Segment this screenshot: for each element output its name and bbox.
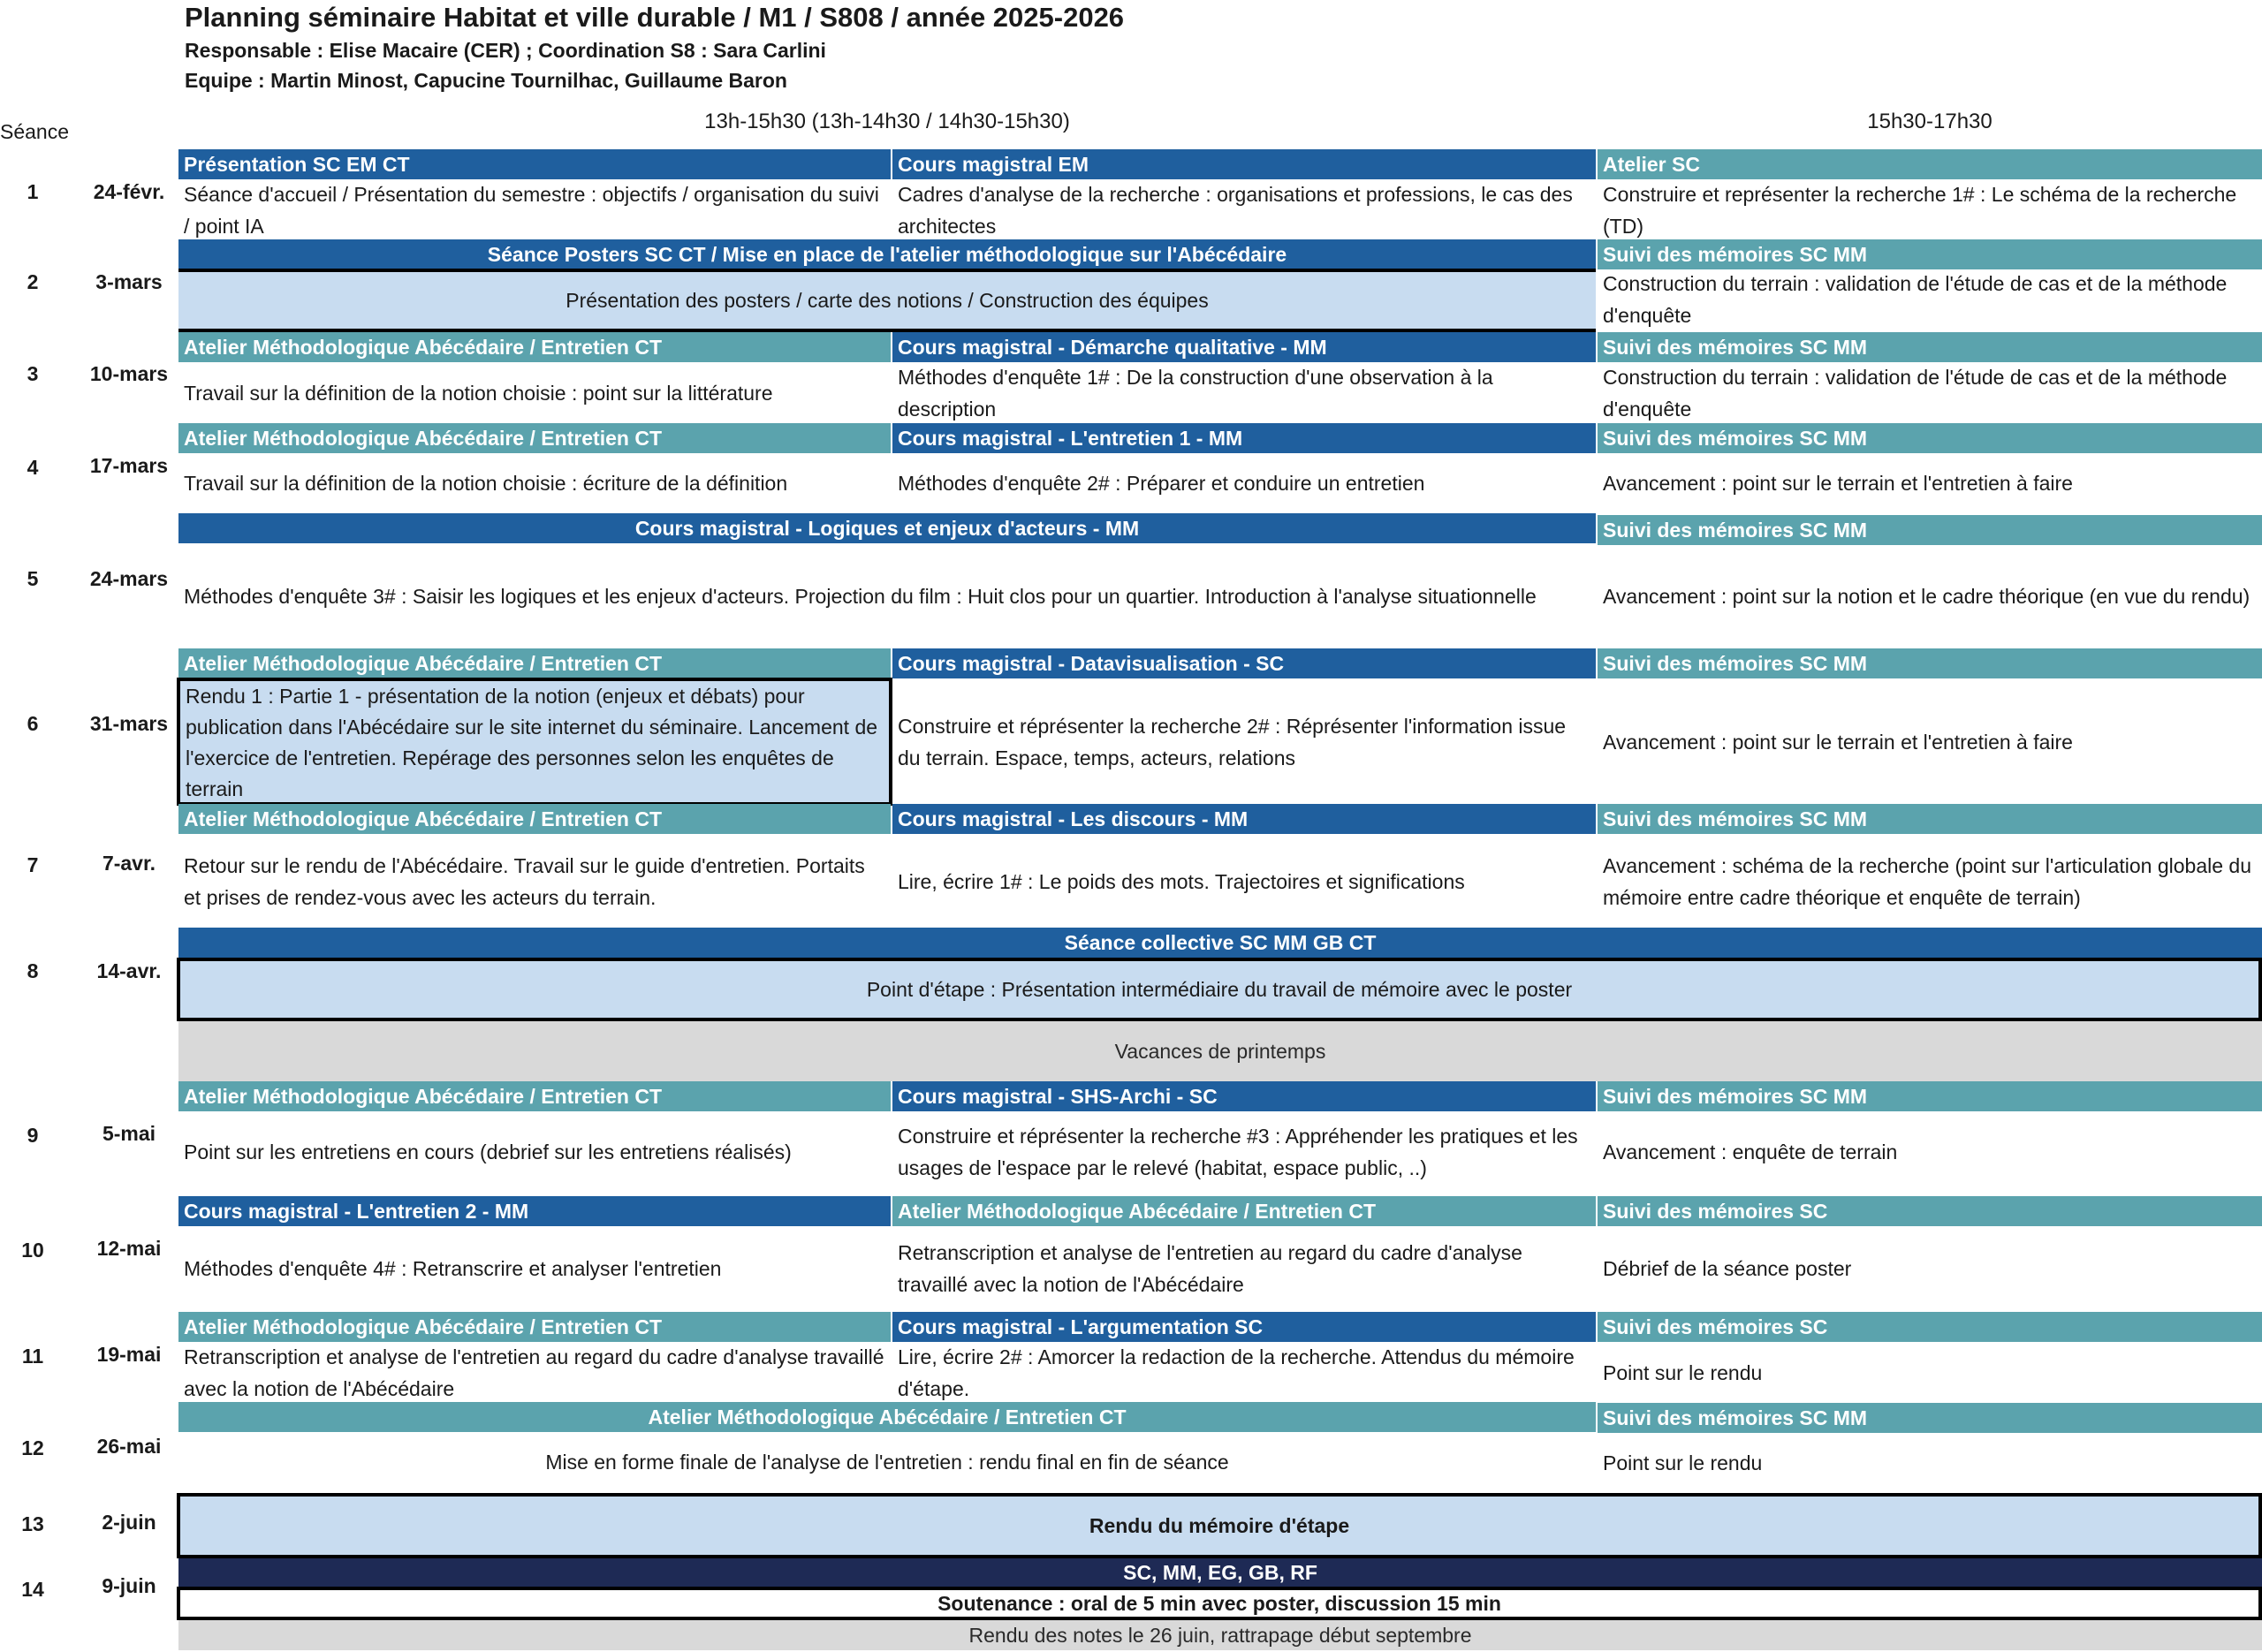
seance-number: 10 xyxy=(21,1239,44,1262)
session-content: Avancement : point sur le terrain et l'entretien à faire xyxy=(1603,730,2073,754)
seance-date: 10-mars xyxy=(89,362,169,385)
soutenance-banner: Soutenance : oral de 5 min avec poster, discussion 15 min xyxy=(177,1587,2262,1620)
session-header: Séance Posters SC CT / Mise en place de l'atelier méthodologique sur l'Abécédaire xyxy=(178,239,1596,269)
seance-number: 2 xyxy=(27,270,39,293)
seance-date: 12-mai xyxy=(96,1237,162,1260)
session-content: Point sur le rendu xyxy=(1603,1451,1763,1474)
seance-number: 4 xyxy=(27,456,39,479)
session-header: Cours magistral - L'entretien 2 - MM xyxy=(178,1196,891,1226)
session-content: Construire et représenter la recherche 1# : Le schéma de la recherche (TD) xyxy=(1603,183,2237,238)
notes-footer: Rendu des notes le 26 juin, rattrapage début septembre xyxy=(178,1620,2262,1650)
session-header: Présentation SC EM CT xyxy=(178,149,891,179)
session-content: Point sur le rendu xyxy=(1603,1361,1763,1384)
session-header: Atelier SC xyxy=(1598,149,2262,179)
seance-date: 19-mai xyxy=(96,1343,162,1366)
session-content: Méthodes d'enquête 4# : Retranscrire et analyser l'entretien xyxy=(184,1257,722,1280)
session-content: Mise en forme finale de l'analyse de l'entretien : rendu final en fin de séance xyxy=(545,1451,1229,1474)
seance-date: 26-mai xyxy=(96,1435,162,1458)
session-content: Construire et réprésenter la recherche 2# : Réprésenter l'information issue du terrain. Espace, temps, acteurs, relations xyxy=(898,714,1567,769)
seance-column-header: Séance xyxy=(0,120,70,143)
seance-date: 3-mars xyxy=(95,270,163,293)
session-header: Suivi des mémoires SC MM xyxy=(1598,804,2262,834)
seance-date: 17-mars xyxy=(89,454,169,477)
seance-number: 13 xyxy=(21,1512,44,1535)
vacances-banner: Vacances de printemps xyxy=(178,1021,2262,1081)
seance-number: 5 xyxy=(27,567,39,590)
seance-number: 7 xyxy=(27,853,39,876)
jury-header: SC, MM, EG, GB, RF xyxy=(178,1558,2262,1587)
session-header: Cours magistral - SHS-Archi - SC xyxy=(892,1081,1596,1111)
session-content: Lire, écrire 1# : Le poids des mots. Trajectoires et significations xyxy=(898,870,1465,893)
session-header: Atelier Méthodologique Abécédaire / Entretien CT xyxy=(178,648,891,678)
seance-number: 8 xyxy=(27,959,39,982)
session-header: Suivi des mémoires SC MM xyxy=(1598,239,2262,269)
seance-date: 9-juin xyxy=(102,1574,156,1597)
seance-date: 5-mai xyxy=(102,1122,156,1145)
session-header: Cours magistral - Datavisualisation - SC xyxy=(892,648,1596,678)
page-title: Planning séminaire Habitat et ville durable / M1 / S808 / année 2025-2026 xyxy=(185,2,1125,33)
session-content: Méthodes d'enquête 3# : Saisir les logiques et les enjeux d'acteurs. Projection du film : Huit clos pour un quartier. Introduction à l'analyse situationnelle xyxy=(184,585,1537,608)
session-content: Débrief de la séance poster xyxy=(1603,1257,1852,1280)
slot2-column-header: 15h30-17h30 xyxy=(1867,110,1993,133)
session-content: Lire, écrire 2# : Amorcer la redaction de la recherche. Attendus du mémoire d'étape. xyxy=(898,1345,1575,1400)
seance-date: 24-févr. xyxy=(93,180,165,203)
session-content: Cadres d'analyse de la recherche : organisations et professions, le cas des architectes xyxy=(898,183,1573,238)
responsable-line: Responsable : Elise Macaire (CER) ; Coordination S8 : Sara Carlini xyxy=(185,39,826,62)
session-content: Avancement : point sur le terrain et l'entretien à faire xyxy=(1603,472,2073,495)
session-header: Atelier Méthodologique Abécédaire / Entretien CT xyxy=(178,1081,891,1111)
seance-date: 14-avr. xyxy=(96,959,162,982)
session-content: Point sur les entretiens en cours (debrief sur les entretiens réalisés) xyxy=(184,1140,792,1163)
session-header: Atelier Méthodologique Abécédaire / Entretien CT xyxy=(178,423,891,453)
session-content: Travail sur la définition de la notion choisie : point sur la littérature xyxy=(184,382,773,405)
session-header: Cours magistral EM xyxy=(892,149,1596,179)
session-header: Cours magistral - L'argumentation SC xyxy=(892,1312,1596,1342)
session-header: Suivi des mémoires SC MM xyxy=(1598,423,2262,453)
seance-date: 24-mars xyxy=(89,567,169,590)
session-header: Suivi des mémoires SC xyxy=(1598,1196,2262,1226)
equipe-line: Equipe : Martin Minost, Capucine Tournilhac, Guillaume Baron xyxy=(185,69,787,92)
seance-number: 11 xyxy=(21,1345,44,1368)
session-content: Avancement : schéma de la recherche (point sur l'articulation globale du mémoire entre cadre théorique et enquête de terrain) xyxy=(1603,854,2251,909)
seance-number: 3 xyxy=(27,362,39,385)
session-header: Cours magistral - Les discours - MM xyxy=(892,804,1596,834)
session-content: Point d'étape : Présentation intermédiaire du travail de mémoire avec le poster xyxy=(177,958,2262,1021)
session-header: Atelier Méthodologique Abécédaire / Entretien CT xyxy=(178,1312,891,1342)
seance-number: 9 xyxy=(27,1124,39,1147)
session-content: Présentation des posters / carte des notions / Construction des équipes xyxy=(178,269,1596,332)
session-content: Retranscription et analyse de l'entretien au regard du cadre d'analyse travaillé avec la notion de l'Abécédaire xyxy=(184,1345,884,1400)
session-header: Cours magistral - L'entretien 1 - MM xyxy=(892,423,1596,453)
session-header: Atelier Méthodologique Abécédaire / Entretien CT xyxy=(892,1196,1596,1226)
session-content: Avancement : enquête de terrain xyxy=(1603,1140,1898,1163)
rendu-1-content: Rendu 1 : Partie 1 - présentation de la notion (enjeux et débats) pour publication dans l'Abécédaire sur le site internet du séminaire. Lancement de l'exercice de l'entretien. Repérage des personnes selon les enquêtes de terrain xyxy=(177,678,892,806)
slot1-column-header: 13h-15h30 (13h-14h30 / 14h30-15h30) xyxy=(704,110,1070,133)
seance-number: 1 xyxy=(27,180,39,203)
session-header: Suivi des mémoires SC xyxy=(1598,1312,2262,1342)
seance-date: 31-mars xyxy=(89,712,169,735)
session-content: Travail sur la définition de la notion choisie : écriture de la définition xyxy=(184,472,788,495)
session-content: Méthodes d'enquête 1# : De la construction d'une observation à la description xyxy=(898,366,1493,421)
session-header: Suivi des mémoires SC MM xyxy=(1598,332,2262,362)
session-content: Avancement : point sur la notion et le cadre théorique (en vue du rendu) xyxy=(1603,585,2251,608)
session-content: Construction du terrain : validation de l'étude de cas et de la méthode d'enquête xyxy=(1603,272,2228,327)
session-content: Construction du terrain : validation de l'étude de cas et de la méthode d'enquête xyxy=(1603,366,2228,421)
session-header: Suivi des mémoires SC MM xyxy=(1598,515,2262,545)
session-header: Atelier Méthodologique Abécédaire / Entretien CT xyxy=(178,804,891,834)
rendu-memoire-banner: Rendu du mémoire d'étape xyxy=(177,1493,2262,1558)
session-header: Suivi des mémoires SC MM xyxy=(1598,1403,2262,1433)
seance-number: 12 xyxy=(21,1436,44,1459)
seance-number: 14 xyxy=(21,1578,44,1601)
session-header: Suivi des mémoires SC MM xyxy=(1598,648,2262,678)
session-content: Construire et réprésenter la recherche #3 : Appréhender les pratiques et les usages de l'espace par le relevé (habitat, espace public, ..) xyxy=(898,1125,1578,1179)
session-content: Séance d'accueil / Présentation du semestre : objectifs / organisation du suivi / point IA xyxy=(184,183,879,238)
session-header: Atelier Méthodologique Abécédaire / Entretien CT xyxy=(178,332,891,362)
session-header: Suivi des mémoires SC MM xyxy=(1598,1081,2262,1111)
session-content: Méthodes d'enquête 2# : Préparer et conduire un entretien xyxy=(898,472,1425,495)
session-content: Retranscription et analyse de l'entretien au regard du cadre d'analyse travaillé avec la notion de l'Abécédaire xyxy=(898,1241,1522,1296)
seance-number: 6 xyxy=(27,712,39,735)
seance-date: 2-juin xyxy=(102,1511,156,1534)
session-header: Cours magistral - Logiques et enjeux d'acteurs - MM xyxy=(178,513,1596,543)
session-header: Atelier Méthodologique Abécédaire / Entretien CT xyxy=(178,1402,1596,1432)
session-header: Cours magistral - Démarche qualitative - MM xyxy=(892,332,1596,362)
seance-date: 7-avr. xyxy=(102,852,156,875)
session-header: Séance collective SC MM GB CT xyxy=(178,928,2262,958)
session-content: Retour sur le rendu de l'Abécédaire. Travail sur le guide d'entretien. Portaits et prises de rendez-vous avec les acteurs du terrain. xyxy=(184,854,865,909)
